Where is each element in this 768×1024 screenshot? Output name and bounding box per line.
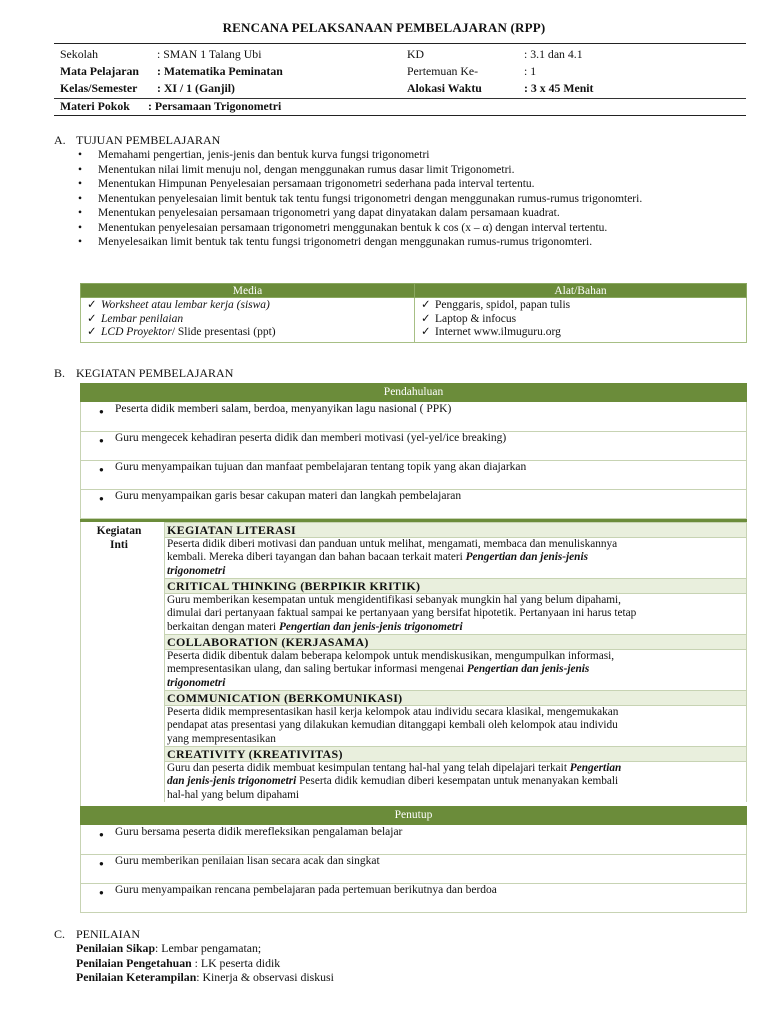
- bullet-icon: ●: [99, 465, 104, 474]
- goal-item: • Menentukan penyelesaian limit bentuk tak tentu fungsi trigonometri dengan menggunakan rumus-rumus trigonomteri.: [78, 192, 728, 207]
- alat-cell: [415, 298, 747, 343]
- media-item: ✓ Worksheet atau lembar kerja (siswa): [87, 299, 270, 311]
- inti-critical-thinking: [164, 578, 747, 634]
- penilaian-item: Penilaian Pengetahuan : LK peserta didik: [76, 955, 281, 970]
- info-label: KD: [407, 47, 425, 61]
- penutup-row: ● Guru memberikan penilaian lisan secara acak dan singkat: [80, 854, 747, 884]
- info-label: Mata Pelajaran: [60, 64, 139, 78]
- inti-collaboration: [164, 634, 747, 690]
- inti-label: Kegiatan Inti: [96, 525, 142, 551]
- goal-item: • Menyelesaikan limit bentuk tak tentu fungsi trigonometri dengan menggunakan rumus-rumus trigonomteri.: [78, 235, 728, 250]
- penilaian-item: Penilaian Sikap: Lembar pengamatan;: [76, 941, 262, 955]
- info-label: Pertemuan Ke-: [407, 64, 479, 78]
- goal-item: • Menentukan penyelesaian persamaan trigonometri menggunakan bentuk k cos (x – α) dengan interval tertentu.: [78, 221, 728, 236]
- bullet-icon: ●: [99, 436, 104, 445]
- pendahuluan-box: [80, 383, 747, 519]
- penutup-header: Penutup: [80, 806, 747, 825]
- alat-header: Alat/Bahan: [415, 284, 747, 298]
- bullet-icon: ●: [99, 407, 104, 416]
- pendahuluan-header: Pendahuluan: [80, 383, 747, 402]
- sub-heading: COMMUNICATION (BERKOMUNIKASI): [164, 690, 747, 706]
- alat-item: ✓ Penggaris, spidol, papan tulis: [421, 299, 571, 311]
- inti-label-cell: [80, 522, 164, 806]
- bullet-icon: ●: [99, 888, 104, 897]
- penutup-row: ● Guru menyampaikan rencana pembelajaran pada pertemuan berikutnya dan berdoa: [80, 883, 747, 913]
- title-rule: [54, 43, 746, 44]
- inti-literasi: [164, 522, 747, 578]
- check-icon: ✓: [421, 299, 431, 311]
- info-value: : Matematika Peminatan: [157, 64, 283, 78]
- sub-heading: CREATIVITY (KREATIVITAS): [164, 746, 747, 762]
- sub-body: Peserta didik mempresentasikan hasil kerja kelompok atau individu secara klasikal, mengemukakan pendapat atas presentasi yang dilakukan kemudian ditanggapi kembali oleh kelompok atau individu yang mempresentasikan: [164, 706, 747, 746]
- info-value: : 3 x 45 Menit: [524, 81, 594, 95]
- materi-rule: [54, 115, 746, 116]
- info-value: : XI / 1 (Ganjil): [157, 81, 235, 95]
- document-title: RENCANA PELAKSANAAN PEMBELAJARAN (RPP): [222, 20, 546, 35]
- materi-value: : Persamaan Trigonometri: [148, 99, 282, 113]
- goal-item: • Menentukan penyelesaian persamaan trigonometri yang dapat dinyatakan dalam persamaan kuadrat.: [78, 206, 728, 221]
- sub-body: Peserta didik dibentuk dalam beberapa kelompok untuk mendiskusikan, mengumpulkan informasi, mempresentasikan ulang, dan saling bertukar informasi mengenai Pengertian dan jenis-jenis trigonometri: [164, 650, 747, 690]
- goal-item: • Memahami pengertian, jenis-jenis dan bentuk kurva fungsi trigonometri: [78, 148, 728, 163]
- sub-heading: COLLABORATION (KERJASAMA): [164, 634, 747, 650]
- bullet-icon: ●: [99, 859, 104, 868]
- section-b-heading: B. KEGIATAN PEMBELAJARAN: [54, 366, 234, 380]
- pendahuluan-row: ● Guru mengecek kehadiran peserta didik dan memberi motivasi (yel-yel/ice breaking): [80, 431, 747, 461]
- sub-body: Peserta didik diberi motivasi dan panduan untuk melihat, mengamati, membaca dan menuliskannya kembali. Mereka diberi tayangan dan bahan bacaan terkait materi Pengertian dan jenis-jenis trigonometri: [164, 538, 747, 578]
- info-value: : 1: [524, 64, 537, 78]
- goals-list: [78, 148, 728, 250]
- sub-heading: KEGIATAN LITERASI: [164, 522, 747, 538]
- info-value: : 3.1 dan 4.1: [524, 47, 583, 61]
- media-cell: [81, 298, 415, 343]
- sub-heading: CRITICAL THINKING (BERPIKIR KRITIK): [164, 578, 747, 594]
- media-item: ✓ LCD Proyektor/ Slide presentasi (ppt): [87, 326, 276, 338]
- info-row-materi: [0, 99, 768, 115]
- check-icon: ✓: [421, 326, 431, 338]
- section-a-heading: A. TUJUAN PEMBELAJARAN: [54, 133, 221, 147]
- info-row-kelas: [0, 81, 768, 97]
- info-label: Kelas/Semester: [60, 81, 138, 95]
- inti-creativity: [164, 746, 747, 802]
- sub-body: Guru memberikan kesempatan untuk mengidentifikasi sebanyak mungkin hal yang belum dipahami, dimulai dari pertanyaan faktual sampai ke pertanyaan yang bersifat hipotetik. Pertanyaan ini harus tetap berkaitan dengan materi Pengertian dan jenis-jenis trigonometri: [164, 594, 747, 634]
- penilaian-item: Penilaian Keterampilan: Kinerja & observasi diskusi: [76, 970, 334, 984]
- materi-label: Materi Pokok: [60, 99, 130, 113]
- pendahuluan-row: ● Guru menyampaikan garis besar cakupan materi dan langkah pembelajaran: [80, 489, 747, 519]
- info-value: : SMAN 1 Talang Ubi: [157, 47, 262, 61]
- check-icon: ✓: [87, 326, 97, 338]
- alat-item: ✓ Internet www.ilmuguru.org: [421, 326, 561, 338]
- check-icon: ✓: [87, 312, 97, 325]
- penutup-box: [80, 806, 747, 912]
- bullet-icon: ●: [99, 494, 104, 503]
- info-label: Alokasi Waktu: [407, 81, 482, 95]
- goal-item: • Menentukan Himpunan Penyelesaian persamaan trigonometri sederhana pada interval tertentu.: [78, 177, 728, 192]
- media-table: [80, 283, 747, 343]
- pendahuluan-row: ● Peserta didik memberi salam, berdoa, menyanyikan lagu nasional ( PPK): [80, 402, 747, 432]
- bullet-icon: ●: [99, 830, 104, 839]
- penilaian-list: [76, 941, 334, 985]
- check-icon: ✓: [87, 299, 97, 311]
- sub-body: Guru dan peserta didik membuat kesimpulan tentang hal-hal yang telah dipelajari terkait Pengertian dan jenis-jenis trigonometri Peserta didik kemudian diberi kesempatan untuk menanyakan kembali hal-hal yang belum dipahami: [164, 762, 747, 802]
- check-icon: ✓: [421, 312, 431, 325]
- info-row-mapel: [0, 64, 768, 80]
- info-row-sekolah: [0, 47, 768, 63]
- section-c-heading: C. PENILAIAN: [54, 927, 140, 941]
- inti-communication: [164, 690, 747, 746]
- info-label: Sekolah: [60, 47, 99, 61]
- alat-item: ✓ Laptop & infocus: [421, 312, 517, 325]
- goal-item: • Menentukan nilai limit menuju nol, dengan menggunakan rumus dasar limit Trigonometri.: [78, 163, 728, 178]
- pendahuluan-row: ● Guru menyampaikan tujuan dan manfaat pembelajaran tentang topik yang akan diajarkan: [80, 460, 747, 490]
- penutup-row: ● Guru bersama peserta didik merefleksikan pengalaman belajar: [80, 825, 747, 855]
- kegiatan-inti: [80, 519, 747, 806]
- media-item: ✓ Lembar penilaian: [87, 312, 184, 325]
- media-header: Media: [81, 284, 415, 298]
